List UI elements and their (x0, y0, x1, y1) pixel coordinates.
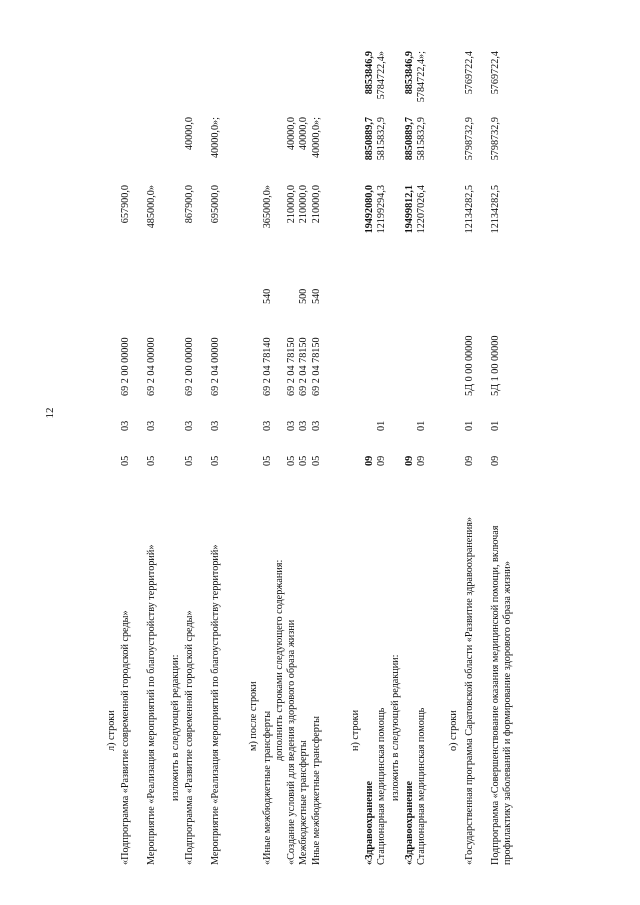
row-value-1: 12134282,5 (490, 185, 501, 234)
cell: 69 2 04 78150 (298, 337, 310, 396)
cell: 5815832,9 (376, 117, 388, 161)
row-pr: 03 (184, 420, 195, 431)
row-vr: 540 (262, 288, 273, 304)
cell: 05 (298, 455, 310, 466)
col-rz (404, 455, 428, 466)
row-value-3: 5769722,4 (490, 51, 501, 95)
cell (364, 421, 376, 431)
col-vr (286, 288, 322, 304)
cell: 5815832,9 (416, 117, 428, 161)
row-pr: 03 (120, 420, 131, 431)
cell: 03 (286, 420, 297, 431)
row-pr: 03 (210, 420, 221, 431)
row-name: «Создание условий для ведения здорового образа жизни (286, 619, 297, 865)
row-pr: 01 (490, 420, 501, 431)
row-rz: 09 (464, 455, 475, 466)
row-value-1: 12134282,5 (464, 185, 475, 234)
row-name: «Иные межбюджетные трансферты (262, 710, 273, 865)
cell: 40000,0 (286, 117, 297, 151)
row-names (364, 470, 388, 865)
cell (286, 289, 298, 304)
cell: 09 (416, 455, 428, 466)
cell: 03 (298, 420, 310, 431)
row-value-1: 657900,0 (120, 185, 131, 224)
row-name: Мероприятие «Реализация мероприятий по благоустройству территорий» (146, 544, 157, 865)
col-pr (364, 420, 388, 431)
cell: 69 2 04 78150 (286, 337, 297, 396)
cell: 210000,0 (298, 185, 310, 224)
row-pr: 03 (262, 420, 273, 431)
row-value-1: 867900,0 (184, 185, 195, 224)
row-value-1: 695000,0 (210, 185, 221, 224)
section-l-instruction: изложить в следующей редакции: (170, 654, 181, 801)
row-name: Стационарная медицинская помощь (376, 707, 388, 865)
row-rz: 05 (262, 455, 273, 466)
row-name: Межбюджетные трансферты (298, 740, 310, 865)
col-value-1 (404, 185, 428, 265)
document-body (104, 47, 566, 871)
cell: 19492080,0 (364, 185, 375, 234)
row-value-3: 5769722,4 (464, 51, 475, 95)
col-value-1 (286, 185, 322, 265)
row-name: «Подпрограмма «Развитие современной городской среды» (120, 610, 131, 865)
section-o-heading: о) строки (448, 710, 459, 751)
cell: 500 (298, 288, 310, 304)
cell (404, 421, 416, 431)
row-value-1: 365000,0» (262, 185, 273, 229)
cell: 01 (376, 420, 388, 431)
row-rz: 05 (120, 455, 131, 466)
cell: 210000,0 (310, 185, 322, 224)
cell: 8853846,9 (404, 51, 415, 95)
cell: 01 (416, 420, 428, 431)
col-csr (286, 337, 322, 396)
col-value-1 (364, 185, 388, 265)
cell: 8850889,7 (364, 117, 375, 161)
row-name: Стационарная медицинская помощь (416, 707, 428, 865)
row-value-1: 485000,0» (146, 185, 157, 229)
section-m-instruction: дополнить строками следующего содержания: (274, 559, 285, 761)
cell: 5784722,4»; (416, 51, 428, 103)
row-names (286, 470, 322, 865)
row-name: Подпрограмма «Совершенствование оказания медицинской помощи, включая профилактику заболеваний и формирование здорового образа жизни» (490, 525, 514, 865)
cell: 40000,0 (298, 117, 310, 151)
col-value-2 (286, 117, 322, 181)
cell: 12207026,4 (416, 185, 428, 234)
row-value-2: 40000,0 (184, 117, 195, 151)
cell: 19499812,1 (404, 185, 415, 234)
col-rz (286, 455, 322, 466)
row-rz: 05 (184, 455, 195, 466)
page-number: 12 (44, 407, 56, 419)
section-l-heading: л) строки (106, 710, 117, 751)
row-value-2: 40000,0»; (210, 117, 221, 159)
row-pr: 01 (464, 420, 475, 431)
cell: 05 (286, 455, 297, 466)
col-pr (404, 420, 428, 431)
cell: 540 (310, 288, 322, 304)
row-name: «Здравоохранение (404, 780, 415, 865)
col-rz (364, 455, 388, 466)
row-pr: 03 (146, 420, 157, 431)
row-rz: 05 (146, 455, 157, 466)
row-csr: 69 2 04 00000 (146, 337, 157, 396)
row-name: «Подпрограмма «Развитие современной городской среды» (184, 610, 195, 865)
cell: 210000,0 (286, 185, 297, 224)
row-names (404, 470, 428, 865)
section-n-instruction: изложить в следующей редакции: (390, 654, 401, 801)
col-value-3 (364, 51, 388, 115)
row-rz: 09 (490, 455, 501, 466)
row-value-2: 5798732,9 (464, 117, 475, 161)
cell: 09 (364, 455, 375, 466)
cell: 12199294,3 (376, 185, 388, 234)
row-csr: 69 2 00 00000 (184, 337, 195, 396)
cell: 05 (310, 455, 322, 466)
row-name: «Здравоохранение (364, 780, 375, 865)
row-rz: 05 (210, 455, 221, 466)
cell: 8850889,7 (404, 117, 415, 161)
row-csr: 69 2 00 00000 (120, 337, 131, 396)
row-name: Иные межбюджетные трансферты (310, 716, 322, 865)
row-csr: 69 2 04 78140 (262, 337, 273, 396)
cell: 8853846,9 (364, 51, 375, 95)
row-csr: 5Д 0 00 00000 (464, 335, 475, 396)
row-name: Мероприятие «Реализация мероприятий по благоустройству территорий» (210, 544, 221, 865)
section-m-heading: м) после строки (248, 681, 259, 751)
row-name: «Государственная программа Саратовской области «Развитие здравоохранения» (464, 517, 475, 865)
row-value-2: 5798732,9 (490, 117, 501, 161)
cell: 5784722,4» (376, 51, 388, 100)
cell: 69 2 04 78150 (310, 337, 322, 396)
section-n-heading: н) строки (350, 709, 361, 751)
cell: 03 (310, 420, 322, 431)
cell: 40000,0»; (310, 117, 322, 159)
cell: 09 (376, 455, 388, 466)
cell: 09 (404, 455, 415, 466)
col-value-2 (404, 117, 428, 181)
col-value-2 (364, 117, 388, 181)
col-pr (286, 420, 322, 431)
row-csr: 69 2 04 00000 (210, 337, 221, 396)
col-value-3 (404, 51, 428, 115)
row-csr: 5Д 1 00 00000 (490, 335, 501, 396)
